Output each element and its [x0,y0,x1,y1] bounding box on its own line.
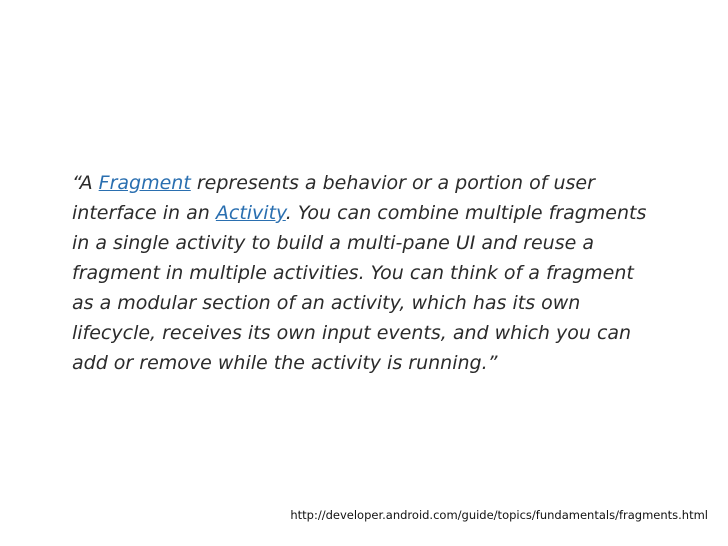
activity-link[interactable]: Activity [215,202,286,224]
source-url: http://developer.android.com/guide/topics/fundamentals/fragments.html [290,508,708,522]
quote-line-7: add or remove while the activity is running.” [72,352,498,374]
quote-line-2-post: . You can combine multiple fragments [285,202,647,224]
fragment-link[interactable]: Fragment [98,172,191,194]
quote-line-1-post: represents a behavior or a portion of user [190,172,595,194]
quote-line-4: fragment in multiple activities. You can think of a fragment [72,262,634,284]
quote-text [72,168,692,378]
quote-line-6: lifecycle, receives its own input events, and which you can [72,322,632,344]
quote-line-2-pre: interface in an [72,202,216,224]
quote-line-3: in a single activity to build a multi-pane UI and reuse a [72,232,594,254]
quote-line-1 [72,168,692,198]
quote-line-5: as a modular section of an activity, which has its own [72,292,581,314]
quote-line-2 [72,198,692,228]
quote-line-1-pre: “A [72,172,99,194]
